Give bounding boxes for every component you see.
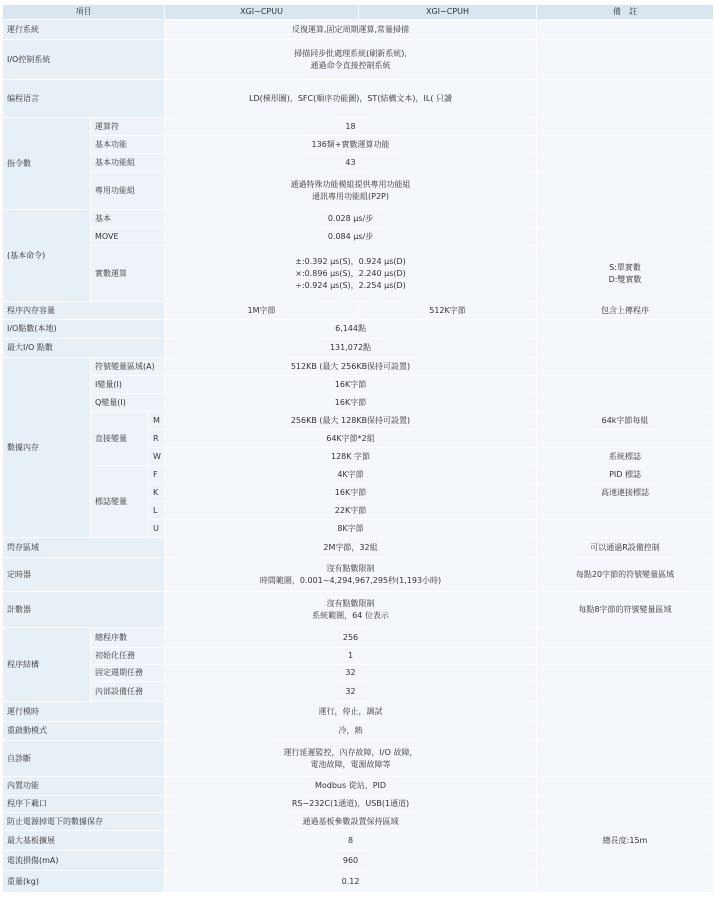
row-label: I/O點數(本地)	[3, 320, 165, 339]
row-value: 136類+實數運算功能	[165, 136, 537, 154]
table-row	[3, 466, 714, 484]
table-row	[3, 741, 714, 777]
remark-line: D:雙實數	[608, 274, 642, 284]
row-label: 定時器	[3, 558, 165, 592]
sub-label: 符號變量區域(A)	[91, 358, 165, 376]
value-line: 運行延遲監控，內存故障，I/O 故障，	[283, 747, 418, 757]
row-label: 計數器	[3, 592, 165, 628]
table-row	[3, 558, 714, 592]
row-value	[165, 246, 537, 302]
table-row	[3, 358, 714, 376]
table-row	[3, 628, 714, 648]
row-label: 數據內存	[3, 358, 91, 538]
row-remark	[537, 320, 714, 339]
sub-label: 直接變量	[91, 412, 149, 466]
sub-label: 總程序數	[91, 628, 165, 648]
row-value-cpuh: 512K字節	[359, 302, 537, 320]
row-label: 编程语言	[3, 80, 165, 118]
row-value: 4K字節	[165, 466, 537, 484]
table-row	[3, 592, 714, 628]
row-value: 通過基板參數設置保持區域	[165, 813, 537, 831]
row-label: (基本命令)	[3, 210, 91, 302]
table-row	[3, 376, 714, 394]
header-xgi-cpuu: XGI−CPUU	[165, 5, 359, 20]
table-row	[3, 154, 714, 172]
row-remark	[537, 154, 714, 172]
value-line: ÷:0.924 µs(S)，2.254 µs(D)	[295, 280, 406, 290]
table-row	[3, 40, 714, 80]
row-value: 運行，停止，調試	[165, 702, 537, 722]
table-row	[3, 831, 714, 851]
row-remark	[537, 796, 714, 813]
row-remark	[537, 520, 714, 538]
table-row	[3, 172, 714, 210]
sub-label: 基本功能組	[91, 154, 165, 172]
table-row	[3, 702, 714, 722]
row-remark	[537, 871, 714, 893]
row-remark	[537, 502, 714, 520]
row-remark: 每點20字節的符號變量區域	[537, 558, 714, 592]
device-letter: F	[149, 466, 165, 484]
value-line: 通過特殊功能模組提供專用功能組	[290, 179, 411, 189]
sub-label: 固定週期任務	[91, 665, 165, 682]
row-label: 程序下載口	[3, 796, 165, 813]
row-value: 0.028 µs/步	[165, 210, 537, 228]
row-value: 16K字節	[165, 484, 537, 502]
value-line: ×:0.896 µs(S)，2.240 µs(D)	[295, 268, 406, 278]
row-label: 運行模時	[3, 702, 165, 722]
device-letter: U	[149, 520, 165, 538]
row-remark	[537, 741, 714, 777]
row-remark: 每點8字節的符號變量區域	[537, 592, 714, 628]
row-value	[165, 592, 537, 628]
value-line: 沒有點數限制	[326, 563, 375, 573]
row-value: 6,144點	[165, 320, 537, 339]
row-remark: 高速連接標誌	[537, 484, 714, 502]
row-remark	[537, 851, 714, 871]
row-value: 512KB (最大 256KB保持可設置)	[165, 358, 537, 376]
row-value: 0.12	[165, 871, 537, 893]
row-value: 8	[165, 831, 537, 851]
row-value	[165, 558, 537, 592]
table-row	[3, 796, 714, 813]
table-row	[3, 320, 714, 339]
remark-line: S:單實數	[609, 262, 641, 272]
row-value: 2M字節，32組	[165, 538, 537, 558]
row-value	[165, 40, 537, 80]
row-remark	[537, 628, 714, 648]
row-value: 256KB (最大 128KB保持可設置)	[165, 412, 537, 430]
row-label: 電流損傷(mA)	[3, 851, 165, 871]
device-letter: L	[149, 502, 165, 520]
row-value: 256	[165, 628, 537, 648]
row-value: 1	[165, 648, 537, 665]
table-row	[3, 851, 714, 871]
row-remark	[537, 136, 714, 154]
row-value: 128K 字節	[165, 448, 537, 466]
table-row	[3, 538, 714, 558]
value-line: 沒有點數限制	[326, 598, 375, 608]
row-label: 程序結構	[3, 628, 91, 702]
row-remark: 64k字節每組	[537, 412, 714, 430]
row-remark	[537, 376, 714, 394]
row-value: 冷，熱	[165, 722, 537, 741]
row-value: 131,072點	[165, 339, 537, 358]
value-line: 掃描同步批處理系統(刷新系統),	[294, 48, 407, 58]
table-row	[3, 118, 714, 136]
row-remark	[537, 246, 714, 302]
sub-label: 基本功能	[91, 136, 165, 154]
sub-label: 初始化任務	[91, 648, 165, 665]
table-row	[3, 722, 714, 741]
row-label: 重量(kg)	[3, 871, 165, 893]
sub-label: 標誌變量	[91, 466, 149, 538]
row-value: 32	[165, 682, 537, 702]
header-xgi-cpuh: XGI−CPUH	[359, 5, 537, 20]
table-row	[3, 246, 714, 302]
row-remark	[537, 118, 714, 136]
row-remark	[537, 813, 714, 831]
row-value: Modbus 從站，PID	[165, 777, 537, 796]
value-line: 通過命令直接控制系統	[310, 60, 391, 70]
table-row	[3, 777, 714, 796]
table-row	[3, 648, 714, 665]
table-row	[3, 20, 714, 40]
sub-label: 實數運算	[91, 246, 165, 302]
row-value: 32	[165, 665, 537, 682]
table-row	[3, 302, 714, 320]
row-remark	[537, 358, 714, 376]
row-value: RS−232C(1通道)，USB(1通道)	[165, 796, 537, 813]
row-remark: 總長度:15m	[537, 831, 714, 851]
row-remark: 可以通過R設備控制	[537, 538, 714, 558]
row-remark	[537, 210, 714, 228]
row-remark: PID 標誌	[537, 466, 714, 484]
spec-table	[2, 4, 714, 893]
row-remark	[537, 682, 714, 702]
sub-label: MOVE	[91, 228, 165, 246]
row-label: 運行系統	[3, 20, 165, 40]
table-row	[3, 682, 714, 702]
sub-label: I變量(I)	[91, 376, 165, 394]
row-value	[165, 172, 537, 210]
row-label: I/O控制系統	[3, 40, 165, 80]
row-label: 最大基板擴展	[3, 831, 165, 851]
value-line: 系統範圍，64 位表示	[312, 610, 389, 620]
row-value: 43	[165, 154, 537, 172]
table-row	[3, 871, 714, 893]
sub-label: 運算符	[91, 118, 165, 136]
row-label: 閃存區域	[3, 538, 165, 558]
header-item: 項目	[3, 5, 165, 20]
header-remarks: 備 註	[537, 5, 714, 20]
device-letter: K	[149, 484, 165, 502]
row-label: 程序內存容量	[3, 302, 165, 320]
sub-label: Q變量(I)	[91, 394, 165, 412]
table-row	[3, 210, 714, 228]
row-remark	[537, 172, 714, 210]
row-remark	[537, 40, 714, 80]
row-remark	[537, 339, 714, 358]
row-value: 8K字節	[165, 520, 537, 538]
row-remark	[537, 228, 714, 246]
row-remark	[537, 20, 714, 40]
row-remark	[537, 702, 714, 722]
row-value: 22K字節	[165, 502, 537, 520]
row-label: 防止電源掉電下的數據保存	[3, 813, 165, 831]
row-value: 64K字節*2組	[165, 430, 537, 448]
row-label: 最大I/O 點數	[3, 339, 165, 358]
table-row	[3, 394, 714, 412]
row-remark	[537, 394, 714, 412]
row-value-cpuu: 1M字節	[165, 302, 359, 320]
row-value: 960	[165, 851, 537, 871]
row-label: 指令數	[3, 118, 91, 210]
table-row	[3, 813, 714, 831]
table-row	[3, 136, 714, 154]
value-line: 時間範圍，0.001~4,294,967,295秒(1,193小時)	[259, 575, 442, 585]
row-label: 內置功能	[3, 777, 165, 796]
row-remark	[537, 722, 714, 741]
table-row	[3, 665, 714, 682]
device-letter: M	[149, 412, 165, 430]
row-remark	[537, 430, 714, 448]
table-row	[3, 412, 714, 430]
row-value: 反復運算,固定周期運算,常量掃描	[165, 20, 537, 40]
row-remark: 系統標誌	[537, 448, 714, 466]
row-value	[165, 741, 537, 777]
row-remark	[537, 665, 714, 682]
row-remark	[537, 80, 714, 118]
row-label: 重啟動模式	[3, 722, 165, 741]
row-value: 16K字節	[165, 376, 537, 394]
row-remark	[537, 777, 714, 796]
value-line: 電池故障，電源故障等	[310, 759, 391, 769]
sub-label: 內部設備任務	[91, 682, 165, 702]
sub-label: 專用功能組	[91, 172, 165, 210]
row-value: LD(梯形圖)，SFC(順序功能圖)，ST(結構文本)，IL( 只讀	[165, 80, 537, 118]
device-letter: R	[149, 430, 165, 448]
sub-label: 基本	[91, 210, 165, 228]
table-row	[3, 228, 714, 246]
table-row	[3, 339, 714, 358]
table-row	[3, 80, 714, 118]
row-value: 16K字節	[165, 394, 537, 412]
device-letter: W	[149, 448, 165, 466]
row-remark: 包含上傳程序	[537, 302, 714, 320]
row-value: 0.084 µs/步	[165, 228, 537, 246]
row-remark	[537, 648, 714, 665]
row-value: 18	[165, 118, 537, 136]
row-label: 自診斷	[3, 741, 165, 777]
header-row	[3, 5, 714, 20]
value-line: ±:0.392 µs(S)，0.924 µs(D)	[295, 256, 406, 266]
value-line: 通訊專用功能組(P2P)	[312, 191, 389, 201]
